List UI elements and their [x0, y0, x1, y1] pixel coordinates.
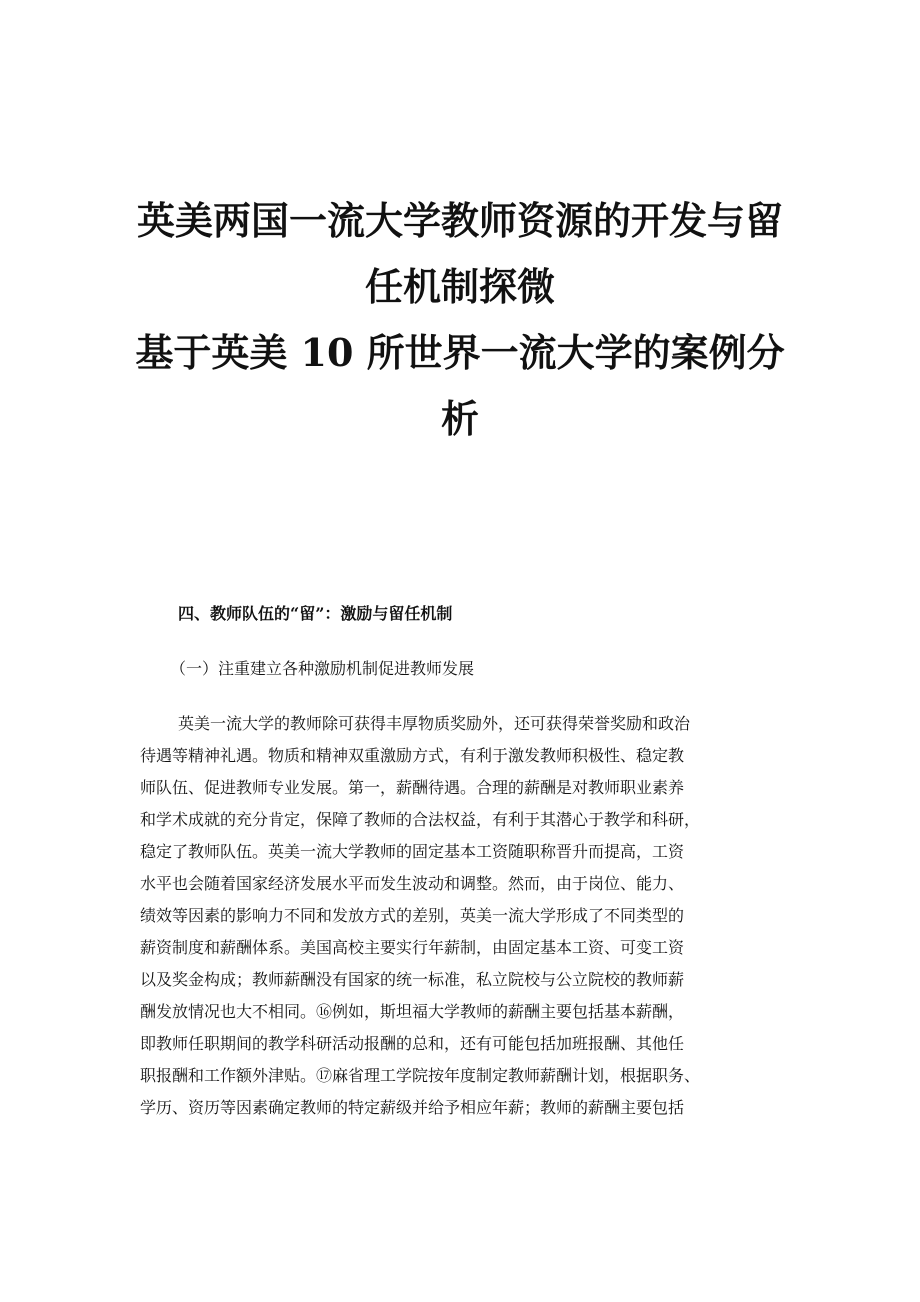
paragraph-line: 师队伍、促进教师专业发展。第一，薪酬待遇。合理的薪酬是对教师职业素养 — [140, 778, 685, 797]
paragraph-line: 待遇等精神礼遇。物质和精神双重激励方式，有利于激发教师积极性、稳定教 — [140, 746, 685, 765]
paragraph-line: 薪资制度和薪酬体系。美国高校主要实行年薪制，由固定基本工资、可变工资 — [140, 938, 685, 957]
document-title — [120, 188, 800, 452]
paragraph-line: 学历、资历等因素确定教师的特定薪级并给予相应年薪；教师的薪酬主要包括 — [140, 1098, 685, 1117]
paragraph-line: 以及奖金构成；教师薪酬没有国家的统一标准，私立院校与公立院校的教师薪 — [140, 970, 685, 989]
title-line: 英美两国一流大学教师资源的开发与留 — [136, 198, 783, 243]
paragraph-line: 即教师任职期间的教学科研活动报酬的总和，还有可能包括加班报酬、其他任 — [140, 1034, 685, 1053]
paragraph-line: 稳定了教师队伍。英美一流大学教师的固定基本工资随职称晋升而提高，工资 — [140, 842, 685, 861]
paragraph-line: 和学术成就的充分肯定，保障了教师的合法权益，有利于其潜心于教学和科研， — [140, 810, 701, 829]
paragraph-line: 水平也会随着国家经济发展水平而发生波动和调整。然而，由于岗位、能力、 — [140, 874, 685, 893]
paragraph-line: 职报酬和工作额外津贴。⑰麻省理工学院按年度制定教师薪酬计划，根据职务、 — [140, 1066, 701, 1085]
subtitle-line: 析 — [440, 396, 479, 441]
body-paragraph — [140, 708, 780, 1124]
section-heading: 四、教师队伍的“留”：激励与留任机制 — [178, 604, 453, 623]
title-line: 任机制探微 — [364, 264, 555, 309]
paragraph-line: 绩效等因素的影响力不同和发放方式的差别，英美一流大学形成了不同类型的 — [140, 906, 685, 925]
paragraph-line: 酬发放情况也大不相同。⑯例如，斯坦福大学教师的薪酬主要包括基本薪酬， — [140, 1002, 685, 1021]
subtitle-line: 基于英美 10 所世界一流大学的案例分 — [135, 330, 785, 375]
paragraph-line: 英美一流大学的教师除可获得丰厚物质奖励外，还可获得荣誉奖励和政治 — [178, 714, 691, 733]
subsection-heading: （一）注重建立各种激励机制促进教师发展 — [170, 659, 475, 678]
